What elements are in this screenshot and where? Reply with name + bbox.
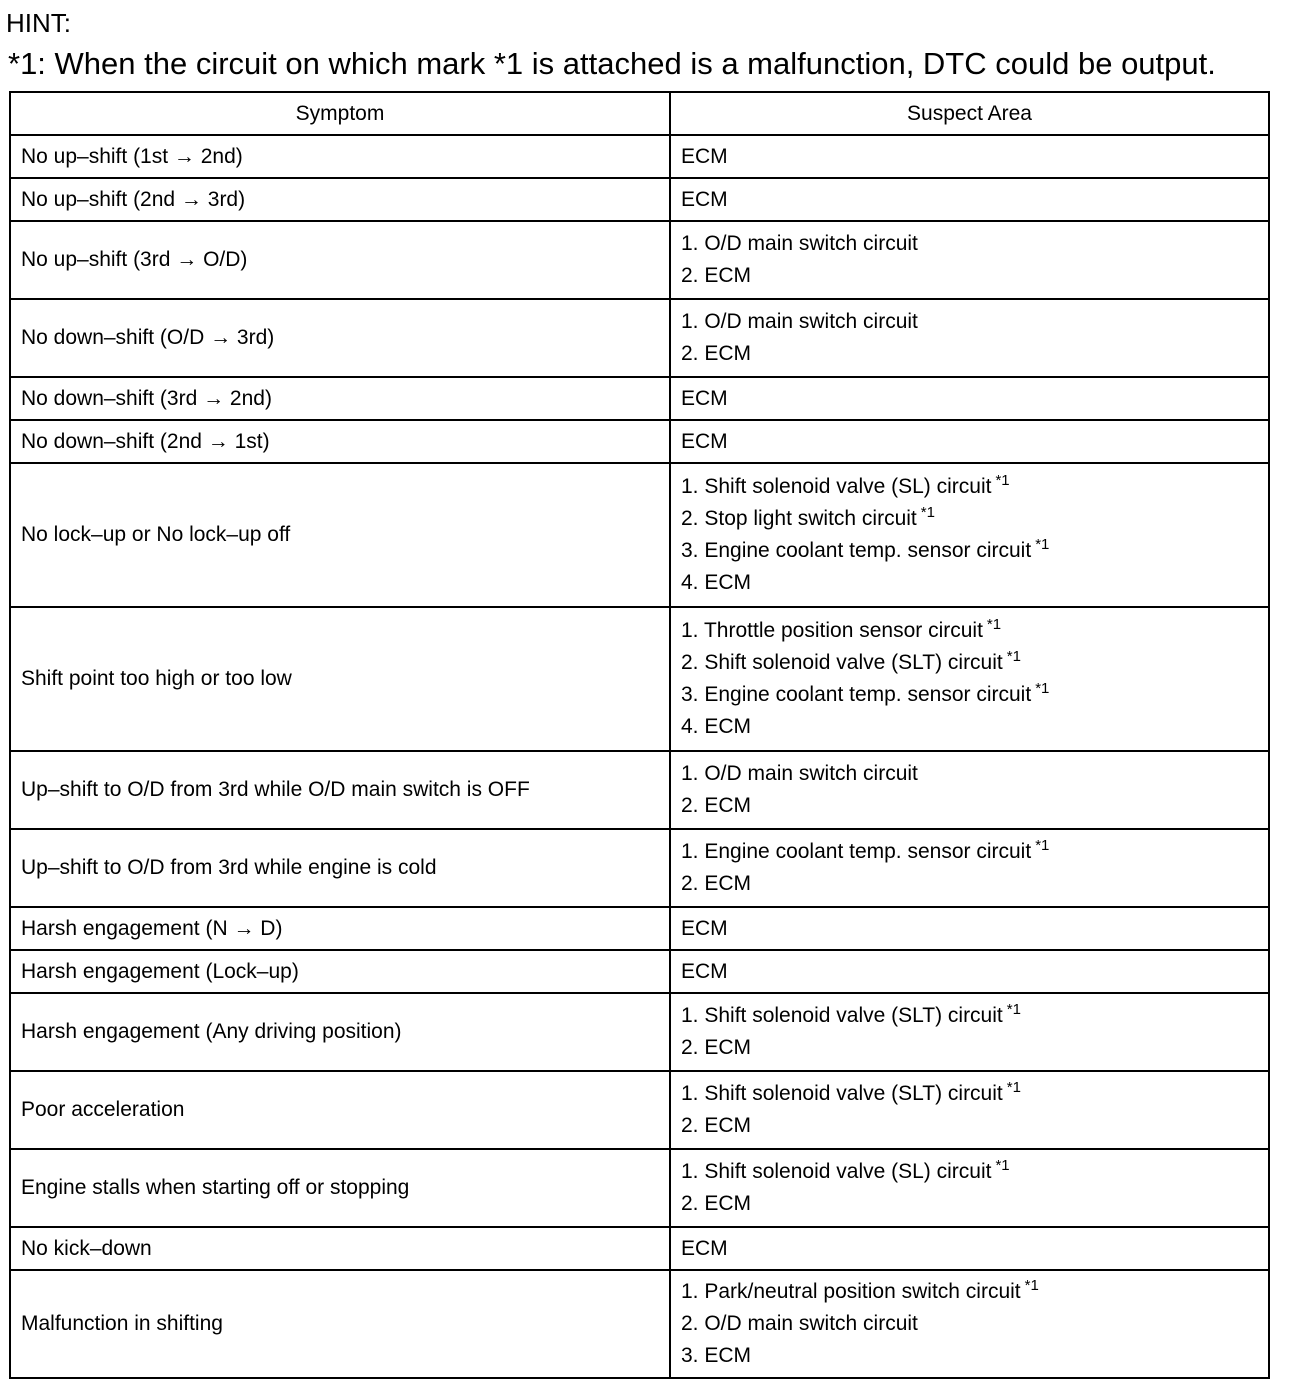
suspect-item-text: ECM xyxy=(681,916,728,940)
suspect-item-text: 2. ECM xyxy=(681,342,752,365)
suspect-item-text: 2. ECM xyxy=(681,1114,752,1137)
suspect-area-cell xyxy=(670,607,1269,751)
suspect-item xyxy=(681,868,1268,900)
suspect-item-text: ECM xyxy=(681,144,728,168)
table-row xyxy=(10,377,1269,420)
suspect-item xyxy=(681,535,1268,567)
symptom-cell: Poor acceleration xyxy=(10,1071,670,1149)
table-row xyxy=(10,829,1269,907)
table-row xyxy=(10,751,1269,829)
table-row xyxy=(10,907,1269,950)
suspect-item-text: 3. Engine coolant temp. sensor circuit xyxy=(681,539,1032,562)
table-row xyxy=(10,607,1269,751)
symptom-cell: Harsh engagement (Lock–up) xyxy=(10,950,670,993)
suspect-item-text: 2. Stop light switch circuit xyxy=(681,507,917,530)
symptom-cell: Harsh engagement (N → D) xyxy=(10,907,670,950)
suspect-item-text: 2. ECM xyxy=(681,1192,752,1215)
suspect-item-text: 4. ECM xyxy=(681,715,752,738)
suspect-item xyxy=(681,1233,1268,1265)
suspect-item-text: ECM xyxy=(681,187,728,211)
suspect-item-text: 2. Shift solenoid valve (SLT) circuit xyxy=(681,651,1003,674)
suspect-item xyxy=(681,383,1268,415)
table-row xyxy=(10,178,1269,221)
symptom-cell: No lock–up or No lock–up off xyxy=(10,463,670,607)
footnote-note: *1: When the circuit on which mark *1 is attached is a malfunction, DTC could be output. xyxy=(8,46,1216,81)
suspect-item xyxy=(681,338,1268,370)
suspect-item-text: ECM xyxy=(681,429,728,453)
suspect-area-cell xyxy=(670,1071,1269,1149)
suspect-item xyxy=(681,1188,1268,1220)
symptom-cell: No up–shift (1st → 2nd) xyxy=(10,135,670,178)
suspect-item-text: 2. ECM xyxy=(681,264,752,287)
suspect-item-text: ECM xyxy=(681,1236,728,1260)
footnote-mark: *1 xyxy=(1006,648,1021,665)
table-row xyxy=(10,135,1269,178)
suspect-item xyxy=(681,711,1268,743)
suspect-item xyxy=(681,1032,1268,1064)
suspect-item xyxy=(681,1000,1268,1032)
table-row xyxy=(10,950,1269,993)
symptom-cell: No down–shift (2nd → 1st) xyxy=(10,420,670,463)
footnote-mark: *1 xyxy=(1024,1277,1039,1294)
suspect-item xyxy=(681,306,1268,338)
table-row xyxy=(10,420,1269,463)
suspect-area-cell xyxy=(670,299,1269,377)
symptom-cell: Shift point too high or too low xyxy=(10,607,670,751)
suspect-item xyxy=(681,836,1268,868)
suspect-area-cell xyxy=(670,463,1269,607)
suspect-item xyxy=(681,647,1268,679)
suspect-item-text: 2. O/D main switch circuit xyxy=(681,1312,918,1335)
suspect-item xyxy=(681,1340,1268,1372)
symptom-cell: No up–shift (2nd → 3rd) xyxy=(10,178,670,221)
symptom-cell: No kick–down xyxy=(10,1227,670,1270)
suspect-item-text: 1. O/D main switch circuit xyxy=(681,232,918,255)
suspect-item-text: 1. Shift solenoid valve (SL) circuit xyxy=(681,475,992,498)
suspect-item-text: 1. Shift solenoid valve (SLT) circuit xyxy=(681,1004,1003,1027)
symptom-cell: Up–shift to O/D from 3rd while engine is cold xyxy=(10,829,670,907)
suspect-item xyxy=(681,184,1268,216)
suspect-area-cell xyxy=(670,1227,1269,1270)
suspect-item-text: 4. ECM xyxy=(681,571,752,594)
suspect-item xyxy=(681,567,1268,599)
table-row xyxy=(10,299,1269,377)
table-row xyxy=(10,221,1269,299)
suspect-item-text: 1. O/D main switch circuit xyxy=(681,762,918,785)
suspect-area-cell xyxy=(670,1149,1269,1227)
footnote-mark: *1 xyxy=(995,1157,1010,1174)
suspect-item xyxy=(681,1156,1268,1188)
suspect-item xyxy=(681,679,1268,711)
table-row xyxy=(10,1270,1269,1378)
footnote-mark: *1 xyxy=(1035,837,1050,854)
suspect-item xyxy=(681,956,1268,988)
suspect-item-text: 1. Engine coolant temp. sensor circuit xyxy=(681,840,1032,863)
suspect-item-text: 2. ECM xyxy=(681,794,752,817)
hint-label: HINT: xyxy=(6,8,71,38)
suspect-area-cell xyxy=(670,950,1269,993)
suspect-item xyxy=(681,1110,1268,1142)
header-suspect-area: Suspect Area xyxy=(670,92,1269,135)
suspect-item-text: 1. Throttle position sensor circuit xyxy=(681,619,983,642)
suspect-item xyxy=(681,615,1268,647)
suspect-item xyxy=(681,790,1268,822)
symptom-cell: No down–shift (3rd → 2nd) xyxy=(10,377,670,420)
suspect-item-text: 3. ECM xyxy=(681,1344,752,1367)
symptom-table xyxy=(9,91,1270,1379)
suspect-item xyxy=(681,1276,1268,1308)
suspect-area-cell xyxy=(670,420,1269,463)
header-symptom: Symptom xyxy=(10,92,670,135)
suspect-item xyxy=(681,1078,1268,1110)
suspect-item xyxy=(681,1308,1268,1340)
suspect-item xyxy=(681,141,1268,173)
symptom-cell: Up–shift to O/D from 3rd while O/D main switch is OFF xyxy=(10,751,670,829)
suspect-area-cell xyxy=(670,993,1269,1071)
suspect-item-text: 1. O/D main switch circuit xyxy=(681,310,918,333)
symptom-cell: No down–shift (O/D → 3rd) xyxy=(10,299,670,377)
suspect-area-cell xyxy=(670,907,1269,950)
table-body xyxy=(10,135,1269,1378)
footnote-mark: *1 xyxy=(1006,1079,1021,1096)
suspect-item-text: ECM xyxy=(681,959,728,983)
footnote-mark: *1 xyxy=(1035,680,1050,697)
suspect-item-text: 2. ECM xyxy=(681,1036,752,1059)
suspect-item-text: 3. Engine coolant temp. sensor circuit xyxy=(681,683,1032,706)
suspect-item-text: 1. Shift solenoid valve (SLT) circuit xyxy=(681,1082,1003,1105)
footnote-mark: *1 xyxy=(986,616,1002,633)
table-row xyxy=(10,1149,1269,1227)
suspect-area-cell xyxy=(670,751,1269,829)
suspect-item xyxy=(681,913,1268,945)
symptom-cell: Engine stalls when starting off or stopping xyxy=(10,1149,670,1227)
suspect-item xyxy=(681,426,1268,458)
footnote-mark: *1 xyxy=(1006,1001,1021,1018)
suspect-area-cell xyxy=(670,377,1269,420)
table-row xyxy=(10,1071,1269,1149)
table-header-row xyxy=(10,92,1269,135)
table-row xyxy=(10,1227,1269,1270)
table-row xyxy=(10,993,1269,1071)
suspect-item xyxy=(681,228,1268,260)
suspect-item-text: 2. ECM xyxy=(681,872,752,895)
suspect-area-cell xyxy=(670,1270,1269,1378)
symptom-cell: Malfunction in shifting xyxy=(10,1270,670,1378)
suspect-item xyxy=(681,471,1268,503)
footnote-mark: *1 xyxy=(920,504,935,521)
suspect-item-text: 1. Park/neutral position switch circuit xyxy=(681,1280,1021,1303)
symptom-cell: Harsh engagement (Any driving position) xyxy=(10,993,670,1071)
suspect-item xyxy=(681,503,1268,535)
suspect-area-cell xyxy=(670,178,1269,221)
suspect-item-text: 1. Shift solenoid valve (SL) circuit xyxy=(681,1160,992,1183)
footnote-mark: *1 xyxy=(1035,536,1050,553)
table-row xyxy=(10,463,1269,607)
symptom-cell: No up–shift (3rd → O/D) xyxy=(10,221,670,299)
suspect-item-text: ECM xyxy=(681,386,728,410)
suspect-item xyxy=(681,758,1268,790)
suspect-area-cell xyxy=(670,829,1269,907)
suspect-area-cell xyxy=(670,221,1269,299)
suspect-item xyxy=(681,260,1268,292)
suspect-area-cell xyxy=(670,135,1269,178)
footnote-mark: *1 xyxy=(995,472,1010,489)
